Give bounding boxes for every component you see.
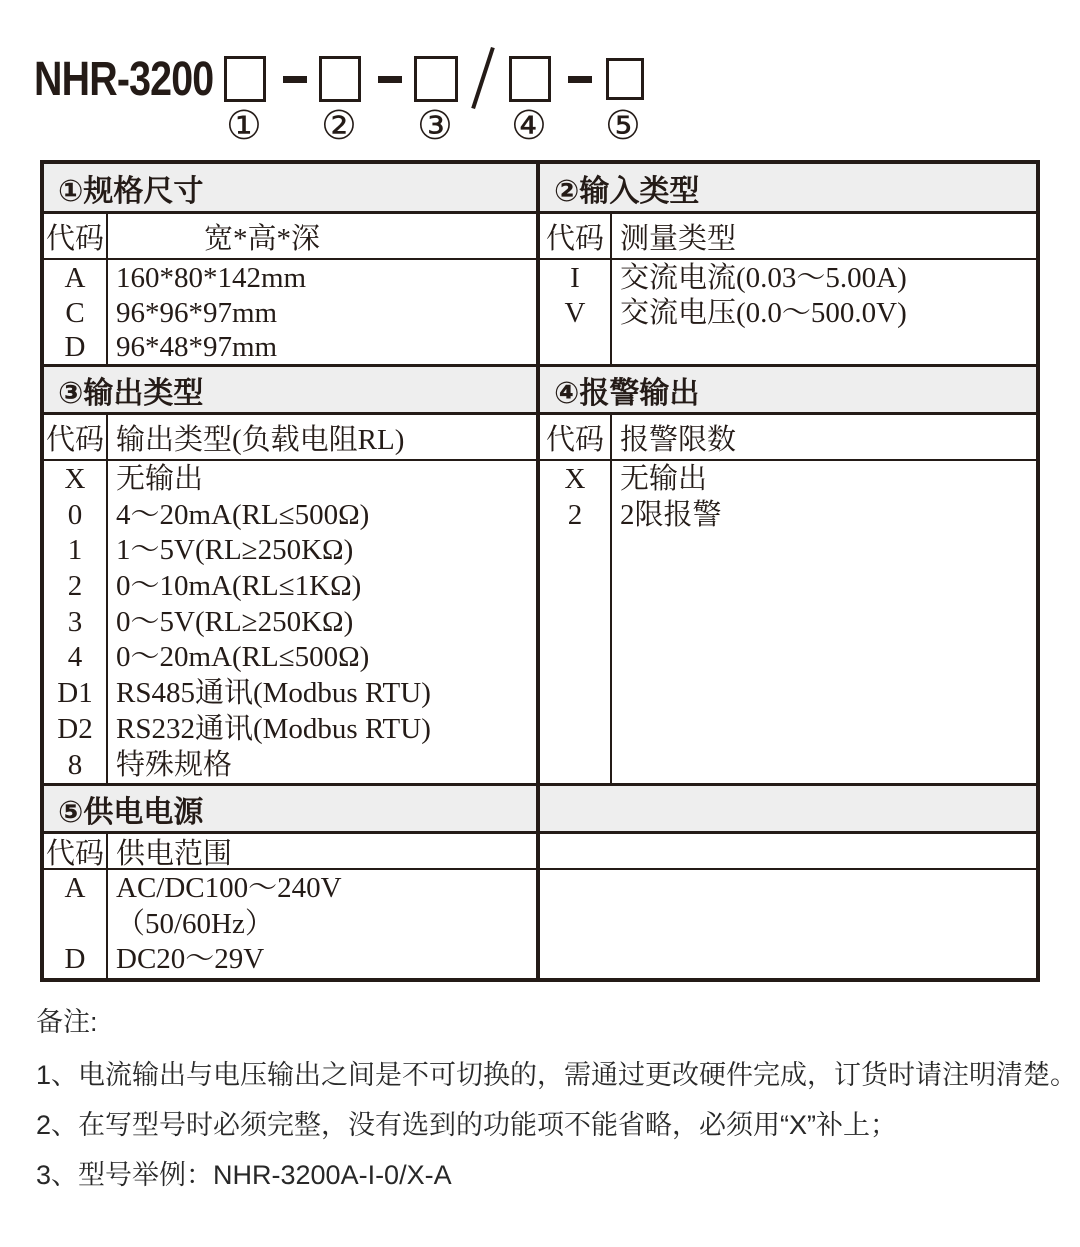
desc-value: 2限报警 xyxy=(620,498,722,531)
circled-number-5: ⑤ xyxy=(605,103,641,148)
code-value: X xyxy=(64,463,86,495)
note-item-2: 2、在写型号时必须完整，没有选到的功能项不能省略，必须用“X”补上； xyxy=(36,1110,898,1140)
model-box-3 xyxy=(414,56,458,102)
desc-value: DC20～29V xyxy=(116,943,265,976)
section2-code-header: 代码 xyxy=(540,214,612,260)
code-value: 0 xyxy=(67,498,83,531)
desc-value: 0～5V(RL≥250KΩ) xyxy=(116,605,354,638)
code-value: I xyxy=(570,262,580,294)
section3-code-header: 代码 xyxy=(44,415,108,461)
note-item-3: 3、型号举例：NHR-3200A-I-0/X-A xyxy=(36,1160,452,1190)
section5-desc-column xyxy=(108,870,540,978)
desc-value: 无输出 xyxy=(620,463,708,495)
section4-col-header: 报警限数 xyxy=(612,415,1036,461)
slash-icon xyxy=(471,47,495,109)
section1-code-column xyxy=(44,260,108,364)
empty-header-cell xyxy=(540,834,1036,870)
code-value: D1 xyxy=(57,677,93,710)
circled-number-4: ④ xyxy=(511,103,547,148)
dash-icon xyxy=(378,76,402,83)
model-code-area xyxy=(0,0,1080,160)
section2-col-header: 测量类型 xyxy=(612,214,1036,260)
code-value: 8 xyxy=(67,748,83,781)
code-value: D2 xyxy=(57,712,93,745)
desc-value: 交流电流(0.03～5.00A) xyxy=(620,262,907,294)
empty-body-cell xyxy=(540,870,1036,978)
section5-code-header: 代码 xyxy=(44,834,108,870)
code-value: 3 xyxy=(67,605,83,638)
code-value: 4 xyxy=(67,641,83,674)
section1-col-header: 宽*高*深 xyxy=(108,214,540,260)
code-value xyxy=(44,907,106,943)
desc-value: RS232通讯(Modbus RTU) xyxy=(116,712,431,745)
circled-number-3: ③ xyxy=(417,103,453,148)
model-selection-table xyxy=(40,160,1040,982)
code-value: C xyxy=(65,296,85,329)
desc-value: 1～5V(RL≥250KΩ) xyxy=(116,534,354,567)
section5-col-header: 供电范围 xyxy=(108,834,540,870)
desc-value: （50/60Hz） xyxy=(116,907,274,940)
desc-value: 96*48*97mm xyxy=(116,331,278,364)
code-value: D xyxy=(64,943,86,976)
desc-value: 交流电压(0.0～500.0V) xyxy=(620,296,907,329)
section3-code-column xyxy=(44,461,108,783)
dash-icon xyxy=(568,76,592,83)
circled-number-1: ① xyxy=(226,103,262,148)
section1-code-header: 代码 xyxy=(44,214,108,260)
code-value: V xyxy=(564,296,586,329)
model-prefix: NHR-3200 xyxy=(34,53,214,106)
section3-desc-column xyxy=(108,461,540,783)
section4-title: ④报警输出 xyxy=(540,364,1036,415)
notes-label: 备注: xyxy=(36,1007,98,1037)
desc-value: 4～20mA(RL≤500Ω) xyxy=(116,498,370,531)
section3-col-header: 输出类型(负载电阻RL) xyxy=(108,415,540,461)
section2-title: ②输入类型 xyxy=(540,164,1036,214)
note-item-1: 1、电流输出与电压输出之间是不可切换的，需通过更改硬件完成，订货时请注明清楚。 xyxy=(36,1060,1078,1090)
code-value: D xyxy=(64,331,86,364)
circled-number-2: ② xyxy=(321,103,357,148)
section4-code-header: 代码 xyxy=(540,415,612,461)
code-value: 1 xyxy=(67,534,83,567)
section2-code-column xyxy=(540,260,612,364)
model-box-1 xyxy=(224,56,266,102)
desc-value: 96*96*97mm xyxy=(116,296,278,329)
code-value: 2 xyxy=(567,498,583,531)
section1-desc-column xyxy=(108,260,540,364)
section4-desc-column xyxy=(612,461,1036,783)
code-value: 2 xyxy=(67,570,83,603)
section5-title: ⑤供电电源 xyxy=(44,783,540,834)
desc-value: 无输出 xyxy=(116,463,204,495)
model-box-5 xyxy=(606,58,644,100)
section1-title: ①规格尺寸 xyxy=(44,164,540,214)
section2-desc-column xyxy=(612,260,1036,364)
notes-section xyxy=(36,1000,1078,1210)
empty-title-cell xyxy=(540,783,1036,834)
section3-title: ③输出类型 xyxy=(44,364,540,415)
desc-value: RS485通讯(Modbus RTU) xyxy=(116,677,431,710)
code-value: A xyxy=(64,262,86,294)
desc-value: 0～10mA(RL≤1KΩ) xyxy=(116,570,362,603)
section5-code-column xyxy=(44,870,108,978)
desc-value: AC/DC100～240V xyxy=(116,872,342,904)
desc-value: 特殊规格 xyxy=(116,748,233,781)
code-value: A xyxy=(64,872,86,904)
desc-value: 160*80*142mm xyxy=(116,262,307,294)
code-value: X xyxy=(564,463,586,495)
desc-value: 0～20mA(RL≤500Ω) xyxy=(116,641,370,674)
model-box-4 xyxy=(509,56,551,102)
dash-icon xyxy=(283,76,307,83)
section4-code-column xyxy=(540,461,612,783)
model-box-2 xyxy=(319,56,361,102)
